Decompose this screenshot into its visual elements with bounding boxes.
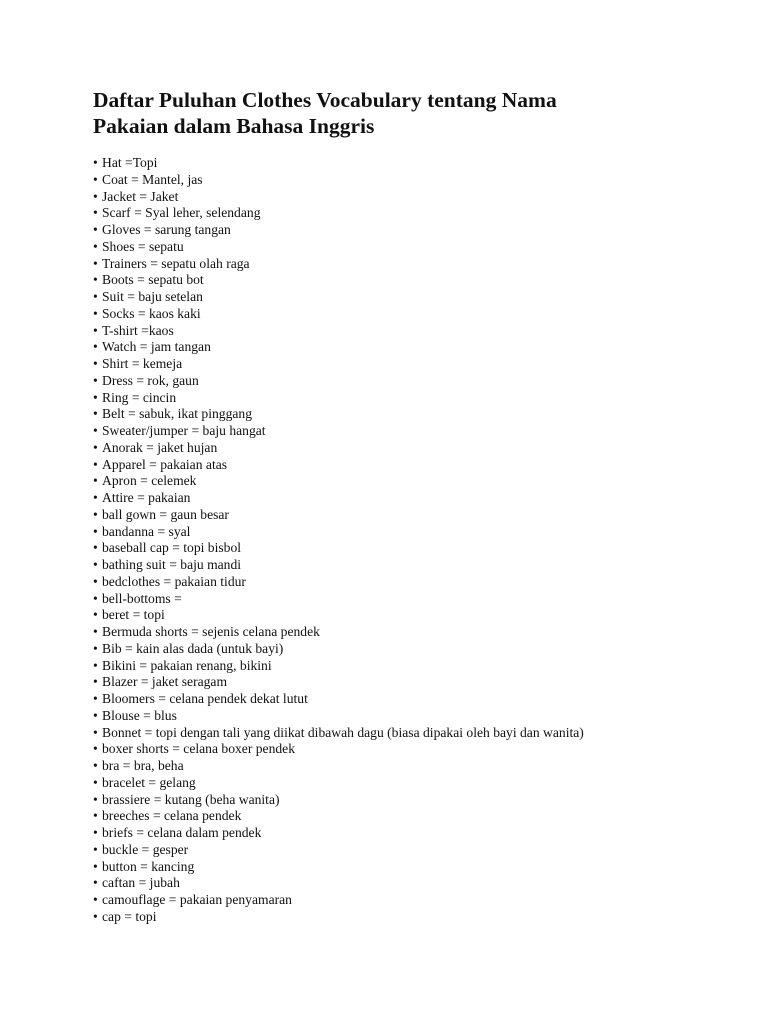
list-item-text: bandanna = syal xyxy=(102,523,191,539)
list-item-text: T-shirt =kaos xyxy=(102,322,174,338)
list-item xyxy=(93,674,753,691)
list-item xyxy=(93,356,753,373)
list-item-text: beret = topi xyxy=(102,607,165,623)
bullet-icon: • xyxy=(93,289,98,304)
bullet-icon: • xyxy=(93,523,98,539)
bullet-icon: • xyxy=(93,322,98,338)
list-item-text: boxer shorts = celana boxer pendek xyxy=(102,741,296,757)
bullet-icon: • xyxy=(93,841,98,857)
list-item xyxy=(93,306,753,323)
list-item xyxy=(93,423,753,440)
bullet-icon: • xyxy=(93,506,98,522)
bullet-icon: • xyxy=(93,423,98,438)
list-item-text: bedclothes = pakaian tidur xyxy=(102,573,246,589)
list-item-text: bathing suit = baju mandi xyxy=(102,557,242,572)
bullet-icon: • xyxy=(93,657,98,673)
list-item-text: Watch = jam tangan xyxy=(102,339,211,355)
bullet-icon: • xyxy=(93,707,98,723)
list-item xyxy=(93,792,753,809)
bullet-icon: • xyxy=(93,305,98,321)
list-item-text: Belt = sabuk, ikat pinggang xyxy=(102,406,253,422)
bullet-icon: • xyxy=(93,674,98,690)
bullet-icon: • xyxy=(93,339,98,355)
bullet-icon: • xyxy=(93,406,98,422)
bullet-icon: • xyxy=(93,372,98,388)
list-item xyxy=(93,155,753,172)
bullet-icon: • xyxy=(93,892,98,907)
bullet-icon: • xyxy=(93,238,98,254)
list-item-text: Suit = baju setelan xyxy=(102,289,203,304)
bullet-icon: • xyxy=(93,791,98,807)
bullet-icon: • xyxy=(93,691,98,706)
list-item xyxy=(93,205,753,222)
list-item-text: Trainers = sepatu olah raga xyxy=(102,255,250,271)
bullet-icon: • xyxy=(93,640,98,656)
list-item-text: ball gown = gaun besar xyxy=(102,506,229,522)
bullet-icon: • xyxy=(93,624,98,639)
list-item xyxy=(93,289,753,306)
bullet-icon: • xyxy=(93,758,98,773)
list-item-text: bra = bra, beha xyxy=(102,758,184,773)
bullet-icon: • xyxy=(93,473,98,489)
list-item-text: breeches = celana pendek xyxy=(102,808,242,824)
list-item-text: brassiere = kutang (beha wanita) xyxy=(102,791,280,807)
list-item-text: Anorak = jaket hujan xyxy=(102,439,218,455)
list-item-text: Shirt = kemeja xyxy=(102,356,183,371)
list-item-text: bell-bottoms = xyxy=(102,590,182,606)
list-item xyxy=(93,574,753,591)
bullet-icon: • xyxy=(93,439,98,455)
list-item-text: Bloomers = celana pendek dekat lutut xyxy=(102,691,308,706)
list-item xyxy=(93,607,753,624)
list-item xyxy=(93,775,753,792)
bullet-icon: • xyxy=(93,490,98,505)
list-item-text: Apparel = pakaian atas xyxy=(102,456,228,472)
list-item xyxy=(93,540,753,557)
list-item xyxy=(93,658,753,675)
list-item-text: Socks = kaos kaki xyxy=(102,305,201,321)
bullet-icon: • xyxy=(93,875,98,891)
list-item-text: Bib = kain alas dada (untuk bayi) xyxy=(102,640,284,656)
bullet-icon: • xyxy=(93,222,98,237)
list-item-text: Apron = celemek xyxy=(102,473,197,489)
bullet-icon: • xyxy=(93,573,98,589)
list-item-text: Attire = pakaian xyxy=(102,490,191,505)
list-item xyxy=(93,222,753,239)
list-item xyxy=(93,808,753,825)
bullet-icon: • xyxy=(93,774,98,790)
list-item xyxy=(93,825,753,842)
list-item xyxy=(93,272,753,289)
list-item-text: Blouse = blus xyxy=(102,707,177,723)
list-item-text: Ring = cincin xyxy=(102,389,177,405)
list-item-text: Boots = sepatu bot xyxy=(102,272,204,288)
bullet-icon: • xyxy=(93,908,98,924)
bullet-icon: • xyxy=(93,825,98,840)
list-item xyxy=(93,624,753,641)
bullet-icon: • xyxy=(93,858,98,874)
list-item xyxy=(93,440,753,457)
list-item xyxy=(93,691,753,708)
title-line-2: Pakaian dalam Bahasa Inggris xyxy=(93,114,375,138)
list-item xyxy=(93,591,753,608)
bullet-icon: • xyxy=(93,540,98,556)
list-item-text: Bikini = pakaian renang, bikini xyxy=(102,657,272,673)
vocabulary-list xyxy=(93,155,753,926)
list-item-text: Sweater/jumper = baju hangat xyxy=(102,423,266,438)
bullet-icon: • xyxy=(93,188,98,204)
list-item xyxy=(93,373,753,390)
list-item xyxy=(93,490,753,507)
bullet-icon: • xyxy=(93,590,98,606)
list-item xyxy=(93,507,753,524)
title-line-1: Daftar Puluhan Clothes Vocabulary tentang Nama xyxy=(93,88,557,112)
list-item-text: Jacket = Jaket xyxy=(102,188,179,204)
list-item xyxy=(93,892,753,909)
bullet-icon: • xyxy=(93,724,98,740)
bullet-icon: • xyxy=(93,205,98,221)
list-item xyxy=(93,473,753,490)
bullet-icon: • xyxy=(93,557,98,572)
list-item-text: Bonnet = topi dengan tali yang diikat dibawah dagu (biasa dipakai oleh bayi dan wanita) xyxy=(102,724,584,740)
list-item xyxy=(93,256,753,273)
list-item xyxy=(93,406,753,423)
list-item xyxy=(93,641,753,658)
list-item-text: bracelet = gelang xyxy=(102,774,196,790)
bullet-icon: • xyxy=(93,389,98,405)
list-item xyxy=(93,859,753,876)
list-item xyxy=(93,390,753,407)
list-item-text: Scarf = Syal leher, selendang xyxy=(102,205,261,221)
list-item xyxy=(93,323,753,340)
bullet-icon: • xyxy=(93,356,98,371)
list-item xyxy=(93,875,753,892)
list-item-text: caftan = jubah xyxy=(102,875,180,891)
list-item-text: Hat =Topi xyxy=(102,155,158,170)
list-item-text: baseball cap = topi bisbol xyxy=(102,540,242,556)
list-item xyxy=(93,758,753,775)
list-item xyxy=(93,725,753,742)
list-item xyxy=(93,909,753,926)
bullet-icon: • xyxy=(93,456,98,472)
bullet-icon: • xyxy=(93,741,98,757)
bullet-icon: • xyxy=(93,272,98,288)
list-item xyxy=(93,339,753,356)
bullet-icon: • xyxy=(93,808,98,824)
list-item-text: Bermuda shorts = sejenis celana pendek xyxy=(102,624,320,639)
bullet-icon: • xyxy=(93,255,98,271)
list-item xyxy=(93,524,753,541)
bullet-icon: • xyxy=(93,607,98,623)
list-item-text: briefs = celana dalam pendek xyxy=(102,825,262,840)
list-item-text: Gloves = sarung tangan xyxy=(102,222,231,237)
list-item xyxy=(93,172,753,189)
list-item xyxy=(93,741,753,758)
list-item xyxy=(93,708,753,725)
list-item xyxy=(93,239,753,256)
list-item-text: button = kancing xyxy=(102,858,195,874)
page-title xyxy=(93,87,713,139)
list-item-text: cap = topi xyxy=(102,908,157,924)
list-item xyxy=(93,189,753,206)
bullet-icon: • xyxy=(93,171,98,187)
list-item xyxy=(93,557,753,574)
list-item-text: Shoes = sepatu xyxy=(102,238,184,254)
list-item-text: Dress = rok, gaun xyxy=(102,372,199,388)
list-item-text: buckle = gesper xyxy=(102,841,189,857)
list-item-text: camouflage = pakaian penyamaran xyxy=(102,892,292,907)
list-item-text: Coat = Mantel, jas xyxy=(102,171,203,187)
list-item xyxy=(93,457,753,474)
list-item-text: Blazer = jaket seragam xyxy=(102,674,228,690)
bullet-icon: • xyxy=(93,155,98,170)
list-item xyxy=(93,842,753,859)
